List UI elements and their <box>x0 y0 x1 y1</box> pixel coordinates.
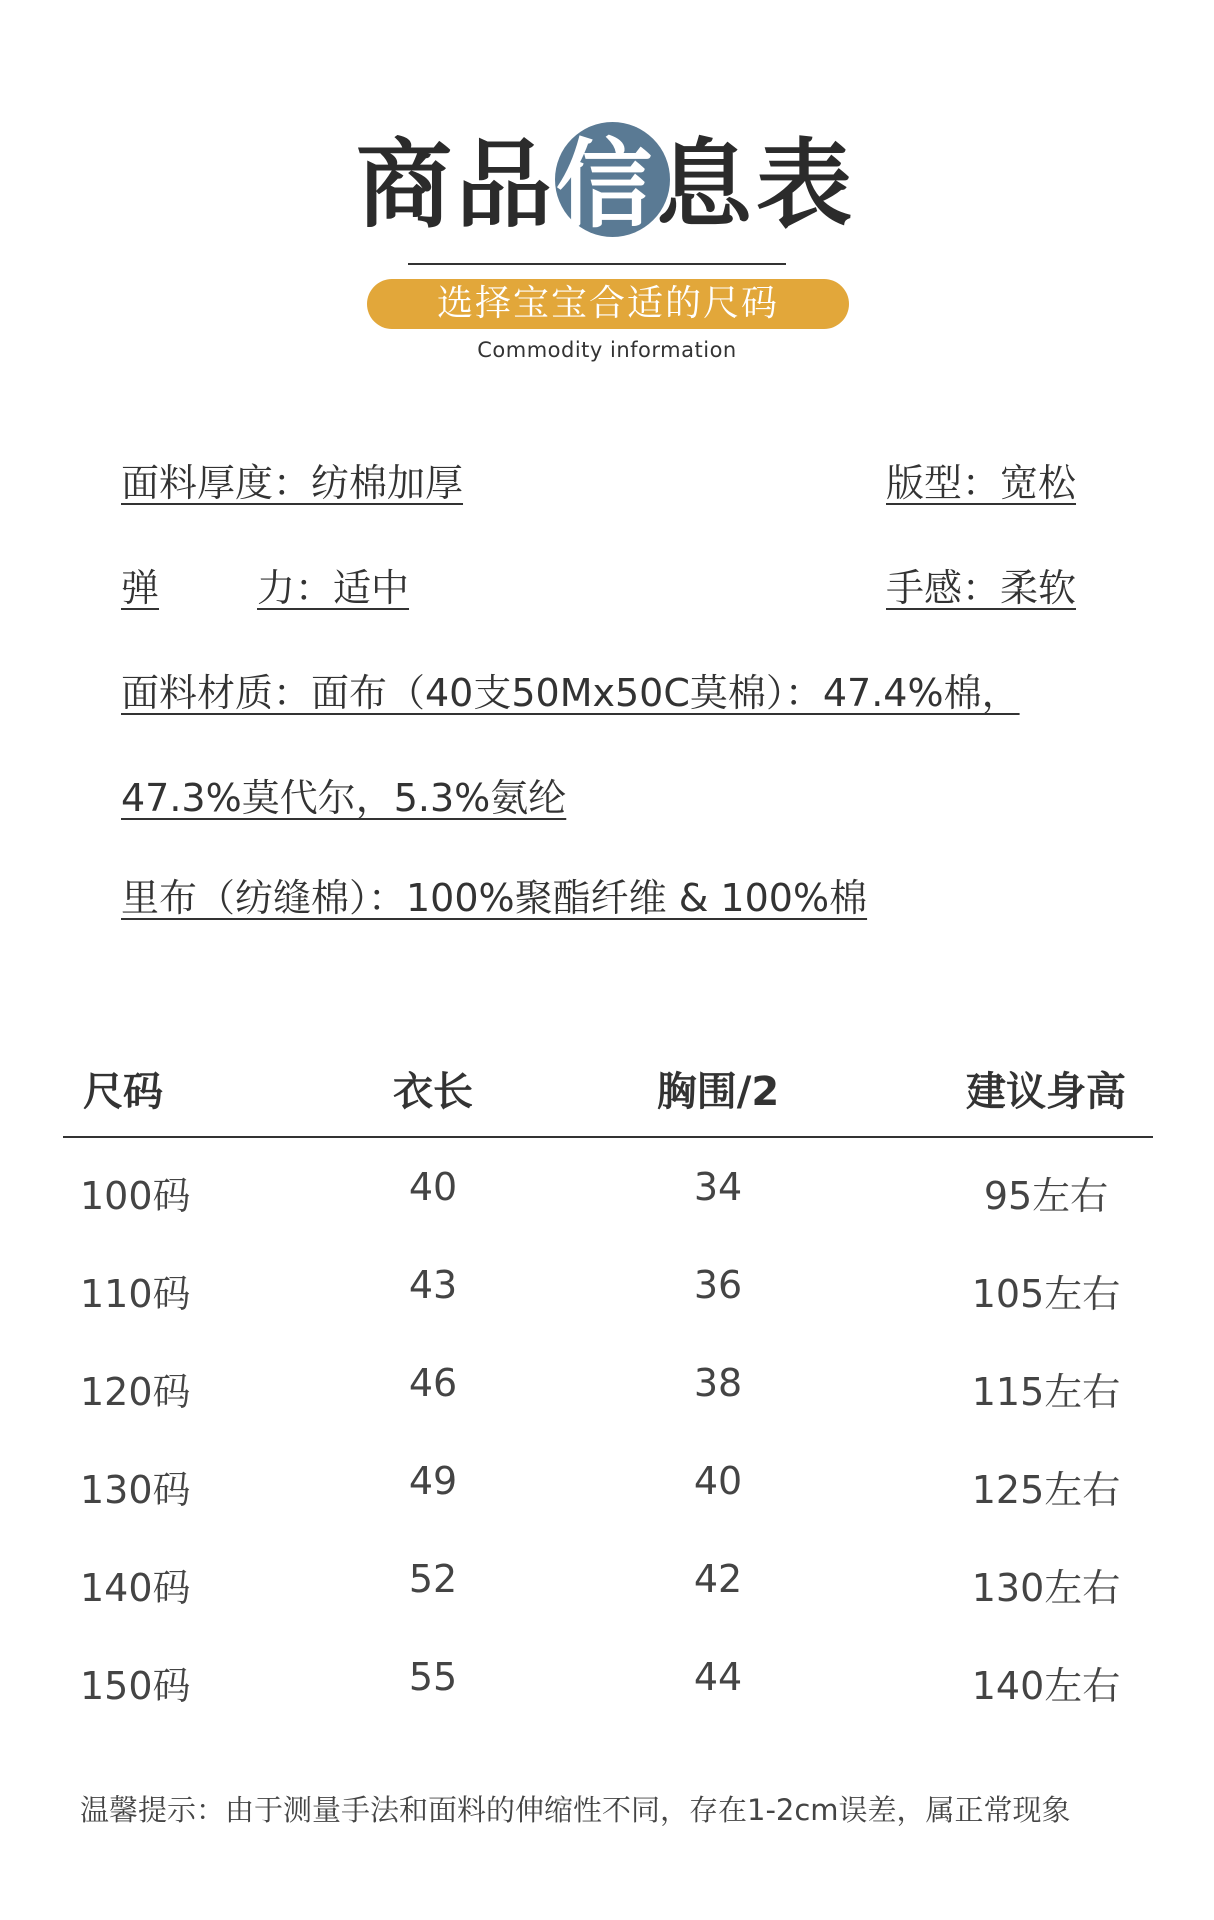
page-title <box>355 120 875 250</box>
title-char: 品 <box>456 129 554 241</box>
title-char: 息 <box>656 129 754 241</box>
cell-chest: 44 <box>693 1655 743 1699</box>
spec-material-line1: 面料材质：面布（40支50Mx50C莫棉）：47.4%棉， <box>121 671 1020 715</box>
table-body <box>63 1140 1153 1728</box>
cell-height: 140左右 <box>971 1664 1121 1708</box>
cell-height: 115左右 <box>971 1370 1121 1414</box>
cell-height: 130左右 <box>971 1566 1121 1610</box>
title-char-highlighted: 信 <box>556 129 654 241</box>
table-row <box>63 1532 1153 1630</box>
spec-material-line2: 47.3%莫代尔，5.3%氨纶 <box>121 776 567 820</box>
cell-size: 100码 <box>80 1174 191 1218</box>
cell-chest: 40 <box>693 1459 743 1503</box>
spec-fit: 版型：宽松 <box>886 461 1077 505</box>
cell-height: 125左右 <box>971 1468 1121 1512</box>
cell-chest: 36 <box>693 1263 743 1307</box>
title-char: 商 <box>356 129 454 241</box>
table-row <box>63 1336 1153 1434</box>
spec-thickness: 面料厚度：纺棉加厚 <box>121 461 464 505</box>
measurement-tip: 温馨提示：由于测量手法和面料的伸缩性不同，存在1-2cm误差，属正常现象 <box>80 1793 1071 1827</box>
cell-height: 105左右 <box>971 1272 1121 1316</box>
table-row <box>63 1238 1153 1336</box>
spec-lining: 里布（纺缝棉）：100%聚酯纤维 & 100%棉 <box>121 876 868 920</box>
spec-feel: 手感：柔软 <box>886 566 1077 610</box>
title-divider <box>408 263 786 265</box>
cell-size: 150码 <box>80 1664 191 1708</box>
table-row <box>63 1140 1153 1238</box>
table-header <box>63 1040 1153 1135</box>
cell-length: 49 <box>408 1459 458 1503</box>
spec-elasticity-end: 力：适中 <box>257 566 410 610</box>
subtitle-english: Commodity information <box>477 338 737 362</box>
cell-chest: 42 <box>693 1557 743 1601</box>
cell-chest: 38 <box>693 1361 743 1405</box>
cell-size: 120码 <box>80 1370 191 1414</box>
subtitle-banner: 选择宝宝合适的尺码 <box>367 279 849 329</box>
cell-length: 52 <box>408 1557 458 1601</box>
header-length: 衣长 <box>393 1069 473 1115</box>
spec-elasticity <box>121 563 409 613</box>
table-row <box>63 1434 1153 1532</box>
cell-length: 43 <box>408 1263 458 1307</box>
header-size: 尺码 <box>83 1069 163 1115</box>
table-header-divider <box>63 1136 1153 1138</box>
cell-size: 140码 <box>80 1566 191 1610</box>
header-height: 建议身高 <box>966 1069 1126 1115</box>
title-section <box>0 120 1214 250</box>
table-row <box>63 1630 1153 1728</box>
header-chest: 胸围/2 <box>656 1069 780 1115</box>
cell-size: 130码 <box>80 1468 191 1512</box>
cell-chest: 34 <box>693 1165 743 1209</box>
title-char: 表 <box>756 129 854 241</box>
cell-height: 95左右 <box>983 1174 1109 1218</box>
cell-size: 110码 <box>80 1272 191 1316</box>
cell-length: 40 <box>408 1165 458 1209</box>
cell-length: 55 <box>408 1655 458 1699</box>
spec-elasticity-start: 弹 <box>121 566 160 610</box>
cell-length: 46 <box>408 1361 458 1405</box>
size-table <box>63 1040 1153 1708</box>
